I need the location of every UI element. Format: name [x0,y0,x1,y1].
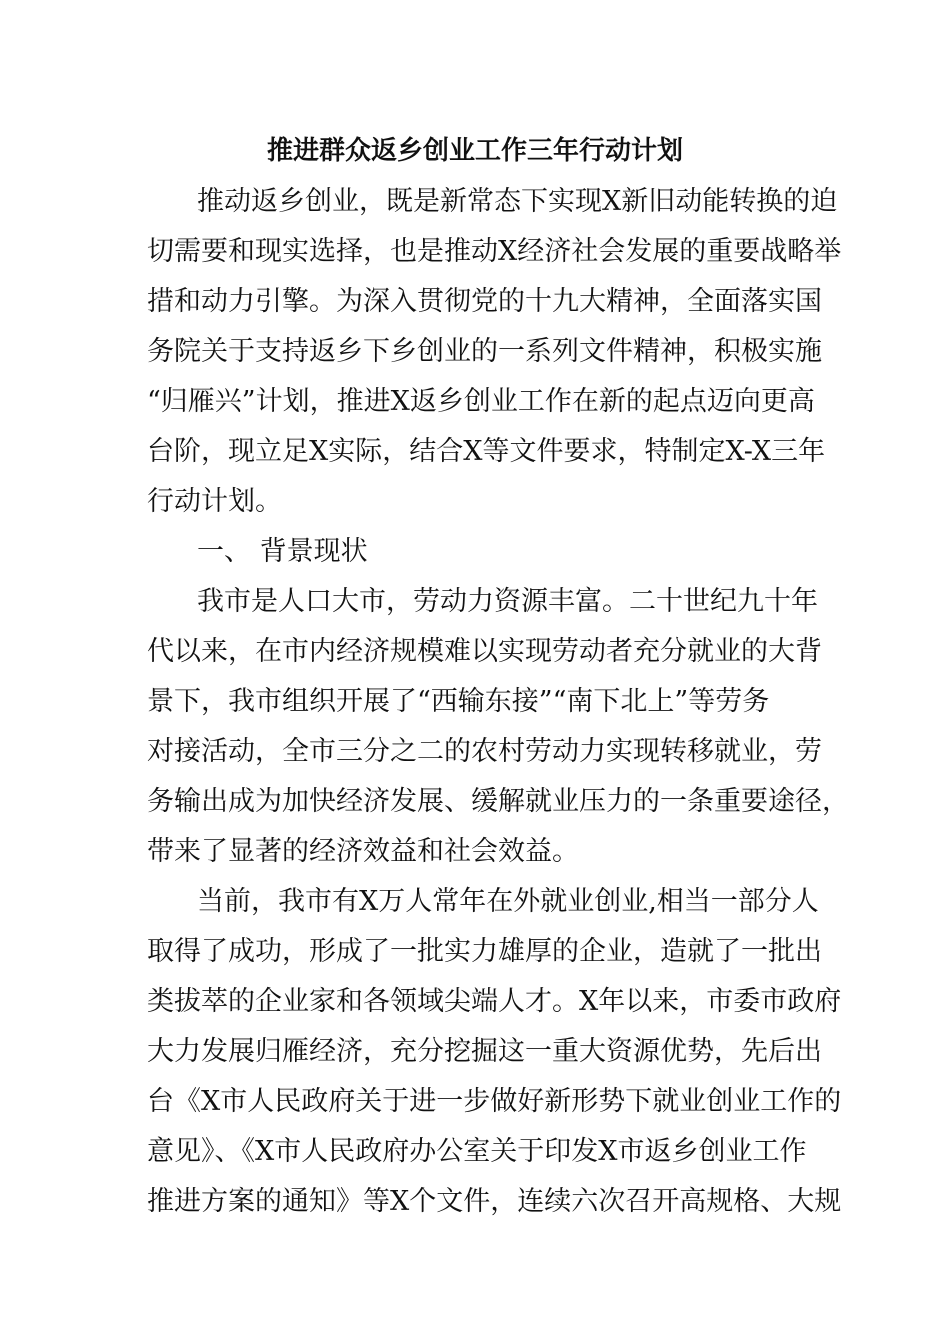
paragraph-1-line-7: 行动计划。 [147,486,282,517]
paragraph-1-line-3: 措和动力引擎。为深入贯彻党的十九大精神，全面落实国 [147,286,822,317]
paragraph-3-line-5: 台《X市人民政府关于进一步做好新形势下就业创业工作的 [147,1086,842,1117]
paragraph-2-line-4: 对接活动，全市三分之二的农村劳动力实现转移就业，劳 [147,736,822,767]
paragraph-1-line-6: 台阶，现立足X实际，结合X等文件要求，特制定X-X三年 [147,436,826,467]
paragraph-3-line-1: 当前，我市有X万人常年在外就业创业,相当一部分人 [197,886,819,917]
paragraph-3-line-4: 大力发展归雁经济，充分挖掘这一重大资源优势，先后出 [147,1036,822,1067]
paragraph-2-line-3: 景下，我市组织开展了“西输东接”“南下北上”等劳务 [147,686,770,717]
section-heading-background: 一、 背景现状 [197,536,368,567]
paragraph-2-line-1: 我市是人口大市，劳动力资源丰富。二十世纪九十年 [197,586,818,617]
paragraph-1-line-4: 务院关于支持返乡下乡创业的一系列文件精神，积极实施 [147,336,822,367]
paragraph-2-line-6: 带来了显著的经济效益和社会效益。 [147,836,579,867]
paragraph-2-line-2: 代以来，在市内经济规模难以实现劳动者充分就业的大背 [147,636,822,667]
paragraph-1-line-2: 切需要和现实选择，也是推动X经济社会发展的重要战略举 [147,236,842,267]
paragraph-3-line-6: 意见》、《X市人民政府办公室关于印发X市返乡创业工作 [147,1136,807,1167]
paragraph-2-line-5: 务输出成为加快经济发展、缓解就业压力的一条重要途径， [147,786,849,817]
paragraph-3-line-3: 类拔萃的企业家和各领域尖端人才。X年以来，市委市政府 [147,986,842,1017]
paragraph-3-line-2: 取得了成功，形成了一批实力雄厚的企业，造就了一批出 [147,936,822,967]
paragraph-1-line-5: “归雁兴”计划，推进X返乡创业工作在新的起点迈向更高 [147,386,815,417]
document-title: 推进群众返乡创业工作三年行动计划 [266,136,683,166]
paragraph-3-line-7: 推进方案的通知》等X个文件，连续六次召开高规格、大规 [147,1186,842,1217]
paragraph-1-line-1: 推动返乡创业，既是新常态下实现X新旧动能转换的迫 [197,186,838,217]
